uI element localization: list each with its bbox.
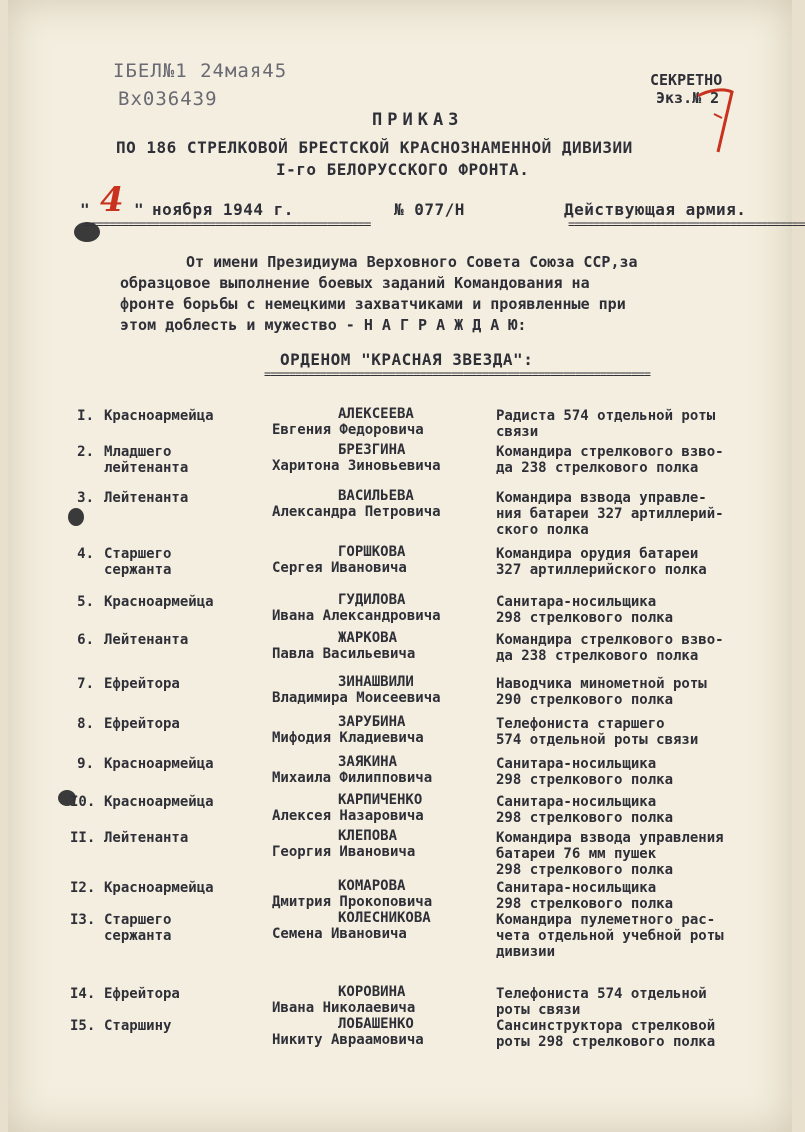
entry-duty: Наводчика минометной роты <box>496 676 707 692</box>
entry-rank: Лейтенанта <box>104 490 189 506</box>
entry-duty: 298 стрелкового полка <box>496 896 674 912</box>
entry-surname: ЗИНАШВИЛИ <box>338 674 414 690</box>
entry-duty: дивизии <box>496 944 556 960</box>
entry-duty: ния батареи 327 артиллерий- <box>496 506 724 522</box>
entry-rank: Старшего <box>104 546 172 562</box>
entry-surname: ВАСИЛЬЕВА <box>338 488 414 504</box>
entry-rank: Старшину <box>104 1018 172 1034</box>
document-title: ПРИКАЗ <box>372 110 464 130</box>
entry-duty: Телефониста 574 отдельной <box>496 986 707 1002</box>
preamble-line2: образцовое выполнение боевых заданий Командования на <box>120 274 590 292</box>
entry-given-names: Владимира Моисеевича <box>272 690 441 706</box>
entry-surname: КОЛЕСНИКОВА <box>338 910 431 926</box>
entry-duty: Санитара-носильщика <box>496 880 657 896</box>
entry-given-names: Харитона Зиновьевича <box>272 458 441 474</box>
entry-rank: сержанта <box>104 562 172 578</box>
entry-rank: Красноармейца <box>104 794 214 810</box>
award-heading: ОРДЕНОМ "КРАСНАЯ ЗВЕЗДА": <box>280 350 534 369</box>
entry-duty: батареи 76 мм пушек <box>496 846 657 862</box>
entry-number: 8. <box>77 716 94 732</box>
entry-surname: ЛОБАШЕНКО <box>338 1016 414 1032</box>
entry-surname: ЗАРУБИНА <box>338 714 406 730</box>
army-label: Действующая армия. <box>564 200 747 219</box>
entry-duty: ского полка <box>496 522 589 538</box>
secrecy-label: СЕКРЕТНО <box>650 71 723 89</box>
division-heading: ПО 186 СТРЕЛКОВОЙ БРЕСТСКОЙ КРАСНОЗНАМЕННОЙ ДИВИЗИИ <box>116 138 633 157</box>
order-number: № 077/Н <box>394 200 465 219</box>
red-pencil-mark <box>688 74 748 164</box>
entry-surname: КОРОВИНА <box>338 984 406 1000</box>
entry-duty: Радиста 574 отдельной роты <box>496 408 716 424</box>
date-open-quote: " <box>80 200 91 219</box>
entry-surname: КАРПИЧЕНКО <box>338 792 423 808</box>
entry-given-names: Ивана Александровича <box>272 608 441 624</box>
entry-rank: Ефрейтора <box>104 676 180 692</box>
entry-surname: ГОРШКОВА <box>338 544 406 560</box>
entry-duty: роты связи <box>496 1002 581 1018</box>
entry-rank: Младшего <box>104 444 172 460</box>
date-underline: ============================================== <box>84 217 371 231</box>
entry-given-names: Александра Петровича <box>272 504 441 520</box>
entry-surname: БРЕЗГИНА <box>338 442 406 458</box>
army-underline: ====================================== <box>568 217 805 231</box>
punch-hole-middle <box>68 508 84 526</box>
entry-surname: КОМАРОВА <box>338 878 406 894</box>
entry-duty: Командира взвода управле- <box>496 490 707 506</box>
date-month-year: ноября 1944 г. <box>152 200 294 219</box>
entry-given-names: Никиту Авраамовича <box>272 1032 424 1048</box>
entry-rank: Красноармейца <box>104 756 214 772</box>
entry-duty: 290 стрелкового полка <box>496 692 674 708</box>
date-close-quote: " <box>134 200 145 219</box>
entry-number: 7. <box>77 676 94 692</box>
entry-surname: КЛЕПОВА <box>338 828 398 844</box>
document-page <box>8 0 805 1132</box>
entry-number: І5. <box>70 1018 96 1034</box>
preamble-line4: этом доблесть и мужество - Н А Г Р А Ж Д А Ю: <box>120 316 527 334</box>
entry-given-names: Евгения Федоровича <box>272 422 424 438</box>
entry-given-names: Георгия Ивановича <box>272 844 416 860</box>
entry-given-names: Алексея Назаровича <box>272 808 424 824</box>
entry-surname: ЗАЯКИНА <box>338 754 398 770</box>
entry-number: 2. <box>77 444 94 460</box>
copy-number: Экз.№ 2 <box>656 89 720 107</box>
entry-given-names: Ивана Николаевича <box>272 1000 416 1016</box>
award-heading-underline: ============================================================== <box>264 367 650 381</box>
entry-duty: 327 артиллерийского полка <box>496 562 707 578</box>
entry-rank: лейтенанта <box>104 460 189 476</box>
entry-given-names: Семена Ивановича <box>272 926 407 942</box>
entry-duty: Командира орудия батареи <box>496 546 699 562</box>
registration-stamp-line2: Вх036439 <box>118 88 218 110</box>
entry-number: І0. <box>70 794 96 810</box>
entry-given-names: Павла Васильевича <box>272 646 416 662</box>
entry-duty: Командира стрелкового взво- <box>496 444 724 460</box>
preamble-line1: От имени Президиума Верховного Совета Союза ССР,за <box>186 253 638 271</box>
entry-duty: Санитара-носильщика <box>496 756 657 772</box>
entry-rank: Ефрейтора <box>104 716 180 732</box>
entry-number: 9. <box>77 756 94 772</box>
entry-duty: Телефониста старшего <box>496 716 665 732</box>
entry-rank: Красноармейца <box>104 408 214 424</box>
entry-number: І2. <box>70 880 96 896</box>
entry-rank: Лейтенанта <box>104 632 189 648</box>
entry-duty: да 238 стрелкового полка <box>496 648 699 664</box>
entry-rank: Красноармейца <box>104 880 214 896</box>
entry-rank: Лейтенанта <box>104 830 189 846</box>
front-heading: І-го БЕЛОРУССКОГО ФРОНТА. <box>276 160 530 179</box>
entry-number: ІЗ. <box>70 912 96 928</box>
entry-surname: АЛЕКСЕЕВА <box>338 406 414 422</box>
entry-number: ІІ. <box>70 830 96 846</box>
entry-number: І4. <box>70 986 96 1002</box>
preamble-line3: фронте борьбы с немецкими захватчиками и проявленные при <box>120 295 626 313</box>
entry-duty: 298 стрелкового полка <box>496 810 674 826</box>
entry-number: 5. <box>77 594 94 610</box>
entry-given-names: Мифодия Кладиевича <box>272 730 424 746</box>
entry-rank: Ефрейтора <box>104 986 180 1002</box>
entry-duty: да 238 стрелкового полка <box>496 460 699 476</box>
entry-duty: роты 298 стрелкового полка <box>496 1034 716 1050</box>
entry-duty: Санитара-носильщика <box>496 594 657 610</box>
date-day: 4 <box>100 180 124 220</box>
entry-duty: 298 стрелкового полка <box>496 610 674 626</box>
entry-given-names: Дмитрия Прокоповича <box>272 894 433 910</box>
entry-duty: 298 стрелкового полка <box>496 862 674 878</box>
entry-surname: ЖАРКОВА <box>338 630 398 646</box>
entry-number: 4. <box>77 546 94 562</box>
entry-given-names: Михаила Филипповича <box>272 770 433 786</box>
entry-duty: Командира взвода управления <box>496 830 724 846</box>
entry-rank: Красноармейца <box>104 594 214 610</box>
entry-number: 3. <box>77 490 94 506</box>
entry-duty: Командира стрелкового взво- <box>496 632 724 648</box>
entry-duty: Сансинструктора стрелковой <box>496 1018 716 1034</box>
entry-rank: сержанта <box>104 928 172 944</box>
entry-duty: связи <box>496 424 539 440</box>
entry-given-names: Сергея Ивановича <box>272 560 407 576</box>
entry-duty: 298 стрелкового полка <box>496 772 674 788</box>
entry-duty: 574 отдельной роты связи <box>496 732 699 748</box>
entry-duty: Санитара-носильщика <box>496 794 657 810</box>
entry-rank: Старшего <box>104 912 172 928</box>
entry-duty: чета отдельной учебной роты <box>496 928 724 944</box>
registration-stamp-line1: ІБЕЛ№1 24мая45 <box>113 60 288 82</box>
entry-surname: ГУДИЛОВА <box>338 592 406 608</box>
entry-number: 6. <box>77 632 94 648</box>
entry-duty: Командира пулеметного рас- <box>496 912 716 928</box>
entry-number: І. <box>77 408 94 424</box>
